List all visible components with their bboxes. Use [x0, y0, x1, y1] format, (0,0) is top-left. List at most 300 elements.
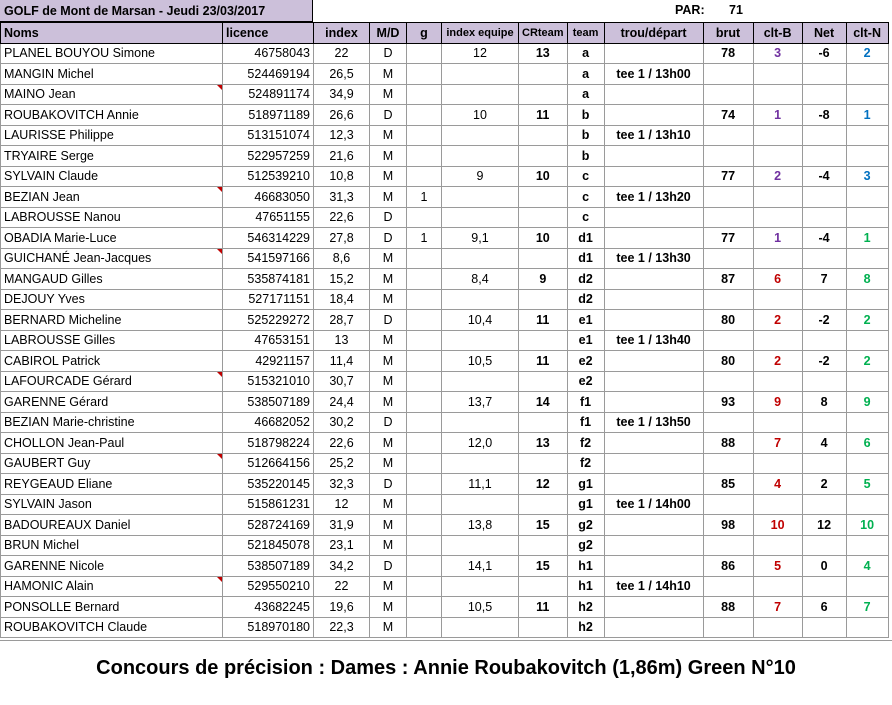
- col-header-index[interactable]: index: [314, 23, 370, 44]
- col-header-crteam[interactable]: CRteam: [519, 23, 568, 44]
- cell-g[interactable]: [407, 351, 442, 372]
- cell-clt-b[interactable]: 3: [753, 43, 802, 64]
- col-header-licence[interactable]: licence: [223, 23, 314, 44]
- cell-clt-n[interactable]: 1: [846, 228, 888, 249]
- cell-clt-n[interactable]: [846, 494, 888, 515]
- cell-index-equipe[interactable]: [442, 146, 519, 167]
- cell-clt-n[interactable]: [846, 64, 888, 85]
- cell-licence[interactable]: 528724169: [223, 515, 314, 536]
- cell-brut[interactable]: 80: [703, 310, 753, 331]
- cell-brut[interactable]: [703, 84, 753, 105]
- cell-index-equipe[interactable]: [442, 187, 519, 208]
- cell-team[interactable]: a: [567, 43, 604, 64]
- cell-team[interactable]: e1: [567, 310, 604, 331]
- cell-licence[interactable]: 43682245: [223, 597, 314, 618]
- cell-brut[interactable]: 78: [703, 43, 753, 64]
- cell-crteam[interactable]: [519, 84, 568, 105]
- cell-index-equipe[interactable]: [442, 494, 519, 515]
- cell-name[interactable]: ROUBAKOVITCH Annie: [1, 105, 223, 126]
- cell-crteam[interactable]: [519, 535, 568, 556]
- cell-index-equipe[interactable]: 8,4: [442, 269, 519, 290]
- cell-licence[interactable]: 513151074: [223, 125, 314, 146]
- cell-name[interactable]: GARENNE Nicole: [1, 556, 223, 577]
- cell-clt-b[interactable]: 2: [753, 351, 802, 372]
- cell-trou-depart[interactable]: [604, 269, 703, 290]
- cell-md[interactable]: D: [370, 556, 407, 577]
- cell-index-equipe[interactable]: 9,1: [442, 228, 519, 249]
- col-header-md[interactable]: M/D: [370, 23, 407, 44]
- cell-md[interactable]: M: [370, 433, 407, 454]
- cell-clt-b[interactable]: [753, 494, 802, 515]
- cell-crteam[interactable]: 11: [519, 105, 568, 126]
- cell-name[interactable]: MANGAUD Gilles: [1, 269, 223, 290]
- cell-index-equipe[interactable]: 13,8: [442, 515, 519, 536]
- cell-net[interactable]: [802, 535, 846, 556]
- cell-team[interactable]: h2: [567, 617, 604, 638]
- par-value[interactable]: 71: [729, 3, 743, 17]
- cell-net[interactable]: 6: [802, 597, 846, 618]
- cell-net[interactable]: 4: [802, 433, 846, 454]
- cell-net[interactable]: -8: [802, 105, 846, 126]
- cell-trou-depart[interactable]: [604, 453, 703, 474]
- cell-g[interactable]: [407, 146, 442, 167]
- cell-crteam[interactable]: [519, 125, 568, 146]
- cell-md[interactable]: D: [370, 474, 407, 495]
- cell-index[interactable]: 26,5: [314, 64, 370, 85]
- cell-name[interactable]: BERNARD Micheline: [1, 310, 223, 331]
- cell-g[interactable]: [407, 269, 442, 290]
- cell-trou-depart[interactable]: [604, 43, 703, 64]
- cell-brut[interactable]: [703, 330, 753, 351]
- cell-crteam[interactable]: [519, 289, 568, 310]
- cell-md[interactable]: M: [370, 166, 407, 187]
- cell-g[interactable]: [407, 207, 442, 228]
- cell-name[interactable]: BADOUREAUX Daniel: [1, 515, 223, 536]
- cell-clt-b[interactable]: 1: [753, 105, 802, 126]
- cell-index[interactable]: 25,2: [314, 453, 370, 474]
- cell-net[interactable]: [802, 248, 846, 269]
- cell-index-equipe[interactable]: 13,7: [442, 392, 519, 413]
- cell-md[interactable]: M: [370, 248, 407, 269]
- cell-brut[interactable]: 88: [703, 433, 753, 454]
- cell-md[interactable]: M: [370, 494, 407, 515]
- cell-team[interactable]: c: [567, 207, 604, 228]
- cell-name[interactable]: MANGIN Michel: [1, 64, 223, 85]
- cell-index[interactable]: 10,8: [314, 166, 370, 187]
- cell-clt-n[interactable]: 9: [846, 392, 888, 413]
- cell-index-equipe[interactable]: 10: [442, 105, 519, 126]
- cell-trou-depart[interactable]: [604, 166, 703, 187]
- cell-md[interactable]: M: [370, 597, 407, 618]
- cell-g[interactable]: [407, 84, 442, 105]
- col-header-team[interactable]: team: [567, 23, 604, 44]
- cell-licence[interactable]: 538507189: [223, 392, 314, 413]
- cell-clt-b[interactable]: [753, 187, 802, 208]
- cell-brut[interactable]: 77: [703, 166, 753, 187]
- cell-team[interactable]: d2: [567, 269, 604, 290]
- cell-clt-n[interactable]: [846, 453, 888, 474]
- col-header-brut[interactable]: brut: [703, 23, 753, 44]
- cell-crteam[interactable]: [519, 576, 568, 597]
- cell-index[interactable]: 32,3: [314, 474, 370, 495]
- cell-g[interactable]: [407, 371, 442, 392]
- cell-brut[interactable]: [703, 494, 753, 515]
- cell-clt-b[interactable]: [753, 125, 802, 146]
- cell-index-equipe[interactable]: [442, 453, 519, 474]
- cell-clt-b[interactable]: [753, 146, 802, 167]
- cell-net[interactable]: -4: [802, 166, 846, 187]
- cell-net[interactable]: 12: [802, 515, 846, 536]
- cell-index[interactable]: 22,3: [314, 617, 370, 638]
- cell-clt-n[interactable]: 2: [846, 43, 888, 64]
- cell-team[interactable]: e2: [567, 351, 604, 372]
- cell-md[interactable]: M: [370, 330, 407, 351]
- cell-name[interactable]: PONSOLLE Bernard: [1, 597, 223, 618]
- cell-licence[interactable]: 518798224: [223, 433, 314, 454]
- cell-trou-depart[interactable]: [604, 556, 703, 577]
- cell-index[interactable]: 31,9: [314, 515, 370, 536]
- cell-team[interactable]: d1: [567, 228, 604, 249]
- cell-brut[interactable]: 87: [703, 269, 753, 290]
- cell-md[interactable]: D: [370, 310, 407, 331]
- cell-md[interactable]: M: [370, 535, 407, 556]
- cell-clt-n[interactable]: [846, 84, 888, 105]
- cell-g[interactable]: [407, 617, 442, 638]
- cell-clt-n[interactable]: [846, 412, 888, 433]
- cell-g[interactable]: [407, 412, 442, 433]
- cell-trou-depart[interactable]: tee 1 / 13h10: [604, 125, 703, 146]
- cell-clt-n[interactable]: 1: [846, 105, 888, 126]
- col-header-clt-n[interactable]: clt-N: [846, 23, 888, 44]
- cell-md[interactable]: M: [370, 392, 407, 413]
- cell-index-equipe[interactable]: [442, 289, 519, 310]
- cell-team[interactable]: f2: [567, 433, 604, 454]
- cell-brut[interactable]: [703, 187, 753, 208]
- cell-clt-n[interactable]: 10: [846, 515, 888, 536]
- cell-licence[interactable]: 518971189: [223, 105, 314, 126]
- cell-index[interactable]: 12: [314, 494, 370, 515]
- cell-brut[interactable]: 86: [703, 556, 753, 577]
- cell-clt-b[interactable]: 5: [753, 556, 802, 577]
- cell-brut[interactable]: [703, 207, 753, 228]
- cell-net[interactable]: [802, 576, 846, 597]
- cell-crteam[interactable]: 14: [519, 392, 568, 413]
- cell-clt-n[interactable]: 3: [846, 166, 888, 187]
- cell-clt-b[interactable]: 7: [753, 597, 802, 618]
- col-header-index-equipe[interactable]: index equipe: [442, 23, 519, 44]
- col-header-g[interactable]: g: [407, 23, 442, 44]
- cell-g[interactable]: [407, 310, 442, 331]
- cell-name[interactable]: ROUBAKOVITCH Claude: [1, 617, 223, 638]
- cell-name[interactable]: DEJOUY Yves: [1, 289, 223, 310]
- cell-team[interactable]: d1: [567, 248, 604, 269]
- col-header-clt-b[interactable]: clt-B: [753, 23, 802, 44]
- col-header-noms[interactable]: Noms: [1, 23, 223, 44]
- cell-md[interactable]: M: [370, 371, 407, 392]
- cell-trou-depart[interactable]: tee 1 / 14h00: [604, 494, 703, 515]
- cell-index[interactable]: 26,6: [314, 105, 370, 126]
- cell-index[interactable]: 30,2: [314, 412, 370, 433]
- cell-team[interactable]: e1: [567, 330, 604, 351]
- cell-index-equipe[interactable]: 9: [442, 166, 519, 187]
- cell-team[interactable]: b: [567, 125, 604, 146]
- cell-team[interactable]: f1: [567, 412, 604, 433]
- cell-clt-n[interactable]: 2: [846, 351, 888, 372]
- cell-name[interactable]: CHOLLON Jean-Paul: [1, 433, 223, 454]
- cell-clt-n[interactable]: [846, 535, 888, 556]
- cell-name[interactable]: BEZIAN Marie-christine: [1, 412, 223, 433]
- cell-trou-depart[interactable]: [604, 535, 703, 556]
- cell-licence[interactable]: 521845078: [223, 535, 314, 556]
- cell-net[interactable]: [802, 146, 846, 167]
- cell-clt-b[interactable]: 6: [753, 269, 802, 290]
- cell-team[interactable]: d2: [567, 289, 604, 310]
- cell-index-equipe[interactable]: [442, 125, 519, 146]
- cell-team[interactable]: g2: [567, 515, 604, 536]
- cell-index-equipe[interactable]: 10,5: [442, 351, 519, 372]
- cell-index[interactable]: 34,2: [314, 556, 370, 577]
- cell-clt-b[interactable]: [753, 412, 802, 433]
- cell-g[interactable]: [407, 576, 442, 597]
- cell-licence[interactable]: 47651155: [223, 207, 314, 228]
- cell-clt-n[interactable]: [846, 371, 888, 392]
- cell-clt-b[interactable]: 1: [753, 228, 802, 249]
- cell-name[interactable]: GAUBERT Guy: [1, 453, 223, 474]
- cell-crteam[interactable]: 13: [519, 43, 568, 64]
- cell-crteam[interactable]: [519, 453, 568, 474]
- cell-team[interactable]: c: [567, 187, 604, 208]
- cell-crteam[interactable]: [519, 617, 568, 638]
- cell-team[interactable]: g2: [567, 535, 604, 556]
- cell-g[interactable]: [407, 535, 442, 556]
- cell-licence[interactable]: 541597166: [223, 248, 314, 269]
- cell-team[interactable]: h1: [567, 556, 604, 577]
- cell-g[interactable]: [407, 453, 442, 474]
- cell-clt-n[interactable]: [846, 248, 888, 269]
- cell-name[interactable]: CABIROL Patrick: [1, 351, 223, 372]
- cell-team[interactable]: h2: [567, 597, 604, 618]
- cell-brut[interactable]: [703, 289, 753, 310]
- cell-index-equipe[interactable]: [442, 330, 519, 351]
- precision-contest-note[interactable]: Concours de précision : Dames : Annie Roubakovitch (1,86m) Green N°10: [96, 657, 796, 679]
- cell-crteam[interactable]: 12: [519, 474, 568, 495]
- cell-clt-n[interactable]: [846, 207, 888, 228]
- cell-name[interactable]: GUICHANÉ Jean-Jacques: [1, 248, 223, 269]
- cell-name[interactable]: LABROUSSE Gilles: [1, 330, 223, 351]
- cell-trou-depart[interactable]: tee 1 / 13h20: [604, 187, 703, 208]
- cell-index[interactable]: 21,6: [314, 146, 370, 167]
- cell-clt-b[interactable]: [753, 207, 802, 228]
- cell-clt-n[interactable]: 7: [846, 597, 888, 618]
- cell-licence[interactable]: 515861231: [223, 494, 314, 515]
- cell-licence[interactable]: 535874181: [223, 269, 314, 290]
- cell-net[interactable]: -2: [802, 310, 846, 331]
- cell-brut[interactable]: [703, 146, 753, 167]
- cell-index[interactable]: 28,7: [314, 310, 370, 331]
- cell-index[interactable]: 27,8: [314, 228, 370, 249]
- cell-index[interactable]: 15,2: [314, 269, 370, 290]
- cell-licence[interactable]: 518970180: [223, 617, 314, 638]
- cell-index[interactable]: 11,4: [314, 351, 370, 372]
- cell-md[interactable]: D: [370, 43, 407, 64]
- cell-net[interactable]: [802, 371, 846, 392]
- cell-licence[interactable]: 46683050: [223, 187, 314, 208]
- cell-crteam[interactable]: 10: [519, 228, 568, 249]
- cell-index[interactable]: 18,4: [314, 289, 370, 310]
- cell-index-equipe[interactable]: 10,4: [442, 310, 519, 331]
- cell-index[interactable]: 23,1: [314, 535, 370, 556]
- cell-trou-depart[interactable]: [604, 146, 703, 167]
- cell-g[interactable]: 1: [407, 228, 442, 249]
- cell-md[interactable]: M: [370, 125, 407, 146]
- cell-net[interactable]: [802, 412, 846, 433]
- cell-trou-depart[interactable]: [604, 228, 703, 249]
- cell-clt-b[interactable]: [753, 64, 802, 85]
- cell-g[interactable]: [407, 494, 442, 515]
- cell-g[interactable]: [407, 105, 442, 126]
- cell-name[interactable]: SYLVAIN Jason: [1, 494, 223, 515]
- cell-brut[interactable]: 74: [703, 105, 753, 126]
- cell-g[interactable]: [407, 43, 442, 64]
- cell-licence[interactable]: 527171151: [223, 289, 314, 310]
- cell-index-equipe[interactable]: [442, 84, 519, 105]
- cell-brut[interactable]: [703, 453, 753, 474]
- cell-index[interactable]: 13: [314, 330, 370, 351]
- cell-index-equipe[interactable]: [442, 64, 519, 85]
- cell-brut[interactable]: 80: [703, 351, 753, 372]
- cell-crteam[interactable]: [519, 187, 568, 208]
- cell-crteam[interactable]: 11: [519, 597, 568, 618]
- cell-md[interactable]: M: [370, 64, 407, 85]
- cell-licence[interactable]: 524469194: [223, 64, 314, 85]
- cell-name[interactable]: LAFOURCADE Gérard: [1, 371, 223, 392]
- cell-name[interactable]: MAINO Jean: [1, 84, 223, 105]
- cell-index[interactable]: 12,3: [314, 125, 370, 146]
- cell-net[interactable]: -4: [802, 228, 846, 249]
- cell-licence[interactable]: 515321010: [223, 371, 314, 392]
- cell-team[interactable]: e2: [567, 371, 604, 392]
- cell-net[interactable]: 8: [802, 392, 846, 413]
- cell-clt-b[interactable]: [753, 576, 802, 597]
- cell-crteam[interactable]: [519, 146, 568, 167]
- cell-brut[interactable]: [703, 617, 753, 638]
- cell-crteam[interactable]: [519, 494, 568, 515]
- cell-net[interactable]: -2: [802, 351, 846, 372]
- cell-licence[interactable]: 47653151: [223, 330, 314, 351]
- cell-net[interactable]: [802, 84, 846, 105]
- cell-md[interactable]: M: [370, 269, 407, 290]
- cell-g[interactable]: [407, 330, 442, 351]
- cell-net[interactable]: [802, 64, 846, 85]
- cell-brut[interactable]: 98: [703, 515, 753, 536]
- cell-trou-depart[interactable]: [604, 392, 703, 413]
- cell-licence[interactable]: 42921157: [223, 351, 314, 372]
- cell-crteam[interactable]: [519, 412, 568, 433]
- cell-clt-b[interactable]: 2: [753, 166, 802, 187]
- cell-g[interactable]: [407, 125, 442, 146]
- cell-name[interactable]: BRUN Michel: [1, 535, 223, 556]
- cell-crteam[interactable]: 15: [519, 556, 568, 577]
- cell-net[interactable]: -6: [802, 43, 846, 64]
- cell-index[interactable]: 31,3: [314, 187, 370, 208]
- cell-net[interactable]: [802, 494, 846, 515]
- cell-g[interactable]: [407, 515, 442, 536]
- cell-net[interactable]: [802, 453, 846, 474]
- cell-name[interactable]: PLANEL BOUYOU Simone: [1, 43, 223, 64]
- cell-clt-n[interactable]: 2: [846, 310, 888, 331]
- cell-md[interactable]: M: [370, 146, 407, 167]
- cell-name[interactable]: REYGEAUD Eliane: [1, 474, 223, 495]
- cell-team[interactable]: a: [567, 64, 604, 85]
- cell-clt-n[interactable]: 5: [846, 474, 888, 495]
- cell-clt-n[interactable]: [846, 125, 888, 146]
- cell-md[interactable]: M: [370, 187, 407, 208]
- cell-index-equipe[interactable]: [442, 617, 519, 638]
- cell-licence[interactable]: 512539210: [223, 166, 314, 187]
- cell-licence[interactable]: 46758043: [223, 43, 314, 64]
- cell-licence[interactable]: 512664156: [223, 453, 314, 474]
- col-header-trou-depart[interactable]: trou/départ: [604, 23, 703, 44]
- cell-index-equipe[interactable]: 11,1: [442, 474, 519, 495]
- cell-g[interactable]: [407, 392, 442, 413]
- cell-brut[interactable]: 85: [703, 474, 753, 495]
- cell-crteam[interactable]: [519, 64, 568, 85]
- cell-clt-b[interactable]: 10: [753, 515, 802, 536]
- cell-md[interactable]: M: [370, 576, 407, 597]
- cell-brut[interactable]: [703, 412, 753, 433]
- cell-brut[interactable]: [703, 64, 753, 85]
- cell-g[interactable]: [407, 248, 442, 269]
- cell-net[interactable]: 0: [802, 556, 846, 577]
- cell-md[interactable]: D: [370, 228, 407, 249]
- cell-team[interactable]: f1: [567, 392, 604, 413]
- cell-clt-b[interactable]: [753, 371, 802, 392]
- cell-crteam[interactable]: [519, 207, 568, 228]
- cell-index[interactable]: 22,6: [314, 207, 370, 228]
- cell-clt-n[interactable]: 4: [846, 556, 888, 577]
- cell-clt-n[interactable]: [846, 187, 888, 208]
- cell-clt-b[interactable]: 4: [753, 474, 802, 495]
- cell-g[interactable]: [407, 166, 442, 187]
- cell-clt-b[interactable]: [753, 535, 802, 556]
- cell-trou-depart[interactable]: [604, 207, 703, 228]
- cell-md[interactable]: M: [370, 515, 407, 536]
- cell-licence[interactable]: 522957259: [223, 146, 314, 167]
- cell-brut[interactable]: 88: [703, 597, 753, 618]
- cell-brut[interactable]: [703, 576, 753, 597]
- cell-g[interactable]: [407, 597, 442, 618]
- cell-index-equipe[interactable]: 14,1: [442, 556, 519, 577]
- col-header-net[interactable]: Net: [802, 23, 846, 44]
- cell-team[interactable]: f2: [567, 453, 604, 474]
- cell-trou-depart[interactable]: [604, 371, 703, 392]
- cell-brut[interactable]: 93: [703, 392, 753, 413]
- cell-trou-depart[interactable]: tee 1 / 14h10: [604, 576, 703, 597]
- cell-clt-n[interactable]: 6: [846, 433, 888, 454]
- cell-md[interactable]: M: [370, 351, 407, 372]
- cell-md[interactable]: M: [370, 84, 407, 105]
- cell-net[interactable]: [802, 330, 846, 351]
- cell-g[interactable]: [407, 474, 442, 495]
- cell-clt-b[interactable]: [753, 289, 802, 310]
- cell-brut[interactable]: 77: [703, 228, 753, 249]
- cell-brut[interactable]: [703, 248, 753, 269]
- cell-clt-n[interactable]: [846, 576, 888, 597]
- cell-index[interactable]: 19,6: [314, 597, 370, 618]
- cell-licence[interactable]: 525229272: [223, 310, 314, 331]
- cell-md[interactable]: M: [370, 289, 407, 310]
- cell-clt-b[interactable]: [753, 617, 802, 638]
